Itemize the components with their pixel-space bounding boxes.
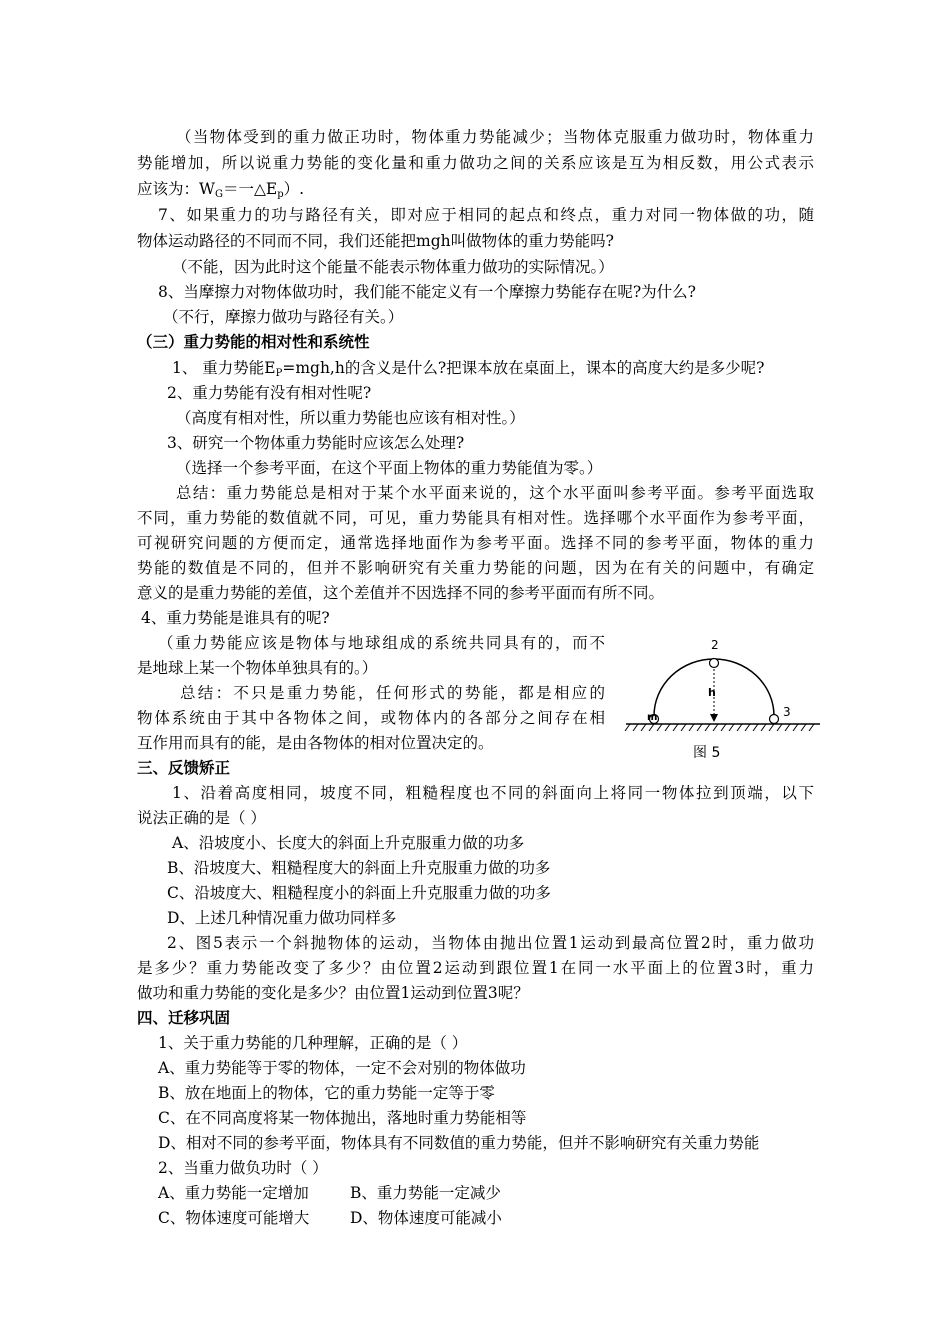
option-d: D、物体速度可能减小 [350, 1209, 502, 1227]
option-d: D、上述几种情况重力做功同样多 [167, 909, 397, 927]
option-c: C、物体速度可能增大 [158, 1209, 310, 1227]
answer-3: （选择一个参考平面，在这个平面上物体的重力势能值为零。） [176, 459, 603, 477]
answer-2: （高度有相对性，所以重力势能也应该有相对性。） [176, 409, 525, 427]
text-line: （当物体受到的重力做正功时，物体重力势能减少；当物体克服重力做功时，物体重力 [176, 128, 814, 146]
option-c: C、沿坡度大、粗糙程度小的斜面上升克服重力做的功多 [167, 884, 551, 902]
option-b: B、沿坡度大、粗糙程度大的斜面上升克服重力做的功多 [167, 859, 551, 877]
question-7: 7、如果重力的功与路径有关，即对应于相同的起点和终点，重力对同一物体做的功，随 [158, 206, 814, 224]
summary-line: 不同，重力势能的数值就不同，可见，重力势能具有相对性。选择哪个水平面作为参考平面， [137, 509, 814, 527]
answer-4: 是地球上某一个物体单独具有的。） [137, 659, 378, 677]
answer-7: （不能，因为此时这个能量不能表示物体重力做功的实际情况。） [172, 258, 614, 276]
text-line: 物体运动路径的不同而不同，我们还能把mgh叫做物体的重力势能吗? [137, 232, 614, 250]
question-text: 2、当重力做负功时（ ） [158, 1159, 328, 1177]
summary-line: 可视研究问题的方便而定，通常选择地面作为参考平面。选择不同的参考平面，物体的重力 [137, 534, 814, 552]
summary-line: 意义的是重力势能的差值，这个差值并不因选择不同的参考平面而有所不同。 [137, 584, 665, 602]
question-4: 4、重力势能是谁具有的呢? [141, 609, 330, 627]
height-arrow [710, 714, 718, 722]
question-2: 2、重力势能有没有相对性呢? [167, 384, 372, 402]
label-3: 3 [783, 705, 791, 719]
label-2: 2 [711, 638, 719, 652]
question-text: 2、图5表示一个斜抛物体的运动，当物体由抛出位置1运动到最高位置2时，重力做功 [167, 934, 814, 952]
answer-4: （重力势能应该是物体与地球组成的系统共同具有的，而不 [158, 634, 605, 652]
section-heading-transfer: 四、迁移巩固 [137, 1009, 231, 1027]
projectile-figure [618, 636, 828, 766]
option-a: A、重力势能等于零的物体，一定不会对别的物体做功 [158, 1059, 526, 1077]
summary-line: 总结：重力势能总是相对于某个水平面来说的，这个水平面叫参考平面。参考平面选取 [176, 484, 814, 502]
option-a: A、沿坡度小、长度大的斜面上升克服重力做的功多 [172, 834, 525, 852]
ball-position-2 [710, 659, 719, 668]
option-a: A、重力势能一定增加 [158, 1184, 309, 1202]
question-8: 8、当摩擦力对物体做功时，我们能不能定义有一个摩擦力势能存在呢?为什么? [158, 283, 696, 301]
question-3: 3、研究一个物体重力势能时应该怎么处理? [167, 434, 465, 452]
ball-position-3 [770, 715, 779, 724]
text-line: 势能增加，所以说重力势能的变化量和重力做功之间的关系应该是互为相反数，用公式表示 [137, 154, 814, 172]
answer-8: （不行，摩擦力做功与路径有关。） [163, 308, 404, 326]
question-text: 1、关于重力势能的几种理解，正确的是（ ） [158, 1034, 468, 1052]
option-d: D、相对不同的参考平面，物体具有不同数值的重力势能，但并不影响研究有关重力势能 [158, 1134, 760, 1152]
question-1: 1、 重力势能$E_P=mgh,h$的含义是什么?把课本放在桌面上，课本的高度大约是多少呢? [172, 359, 765, 379]
section-heading-feedback: 三、反馈矫正 [137, 759, 231, 777]
section-heading-3: （三）重力势能的相对性和系统性 [137, 333, 370, 351]
question-text: 是多少？重力势能改变了多少？由位置2运动到跟位置1在同一水平面上的位置3时，重力 [137, 959, 814, 977]
question-text: 1、沿着高度相同，坡度不同，粗糙程度也不同的斜面向上将同一物体拉到顶端，以下 [172, 784, 814, 802]
text-line: 应该为：$W_G=$一$\triangle E_p$）. [137, 180, 305, 200]
option-b: B、放在地面上的物体，它的重力势能一定等于零 [158, 1084, 495, 1102]
summary2-line: 总结：不只是重力势能，任何形式的势能，都是相应的 [180, 684, 605, 702]
summary2-line: 互作用而具有的能，是由各物体的相对位置决定的。 [137, 734, 494, 752]
summary2-line: 物体系统由于其中各物体之间，或物体内的各部分之间存在相 [137, 709, 605, 727]
question-text: 说法正确的是（ ） [137, 809, 266, 827]
label-h: h [708, 686, 716, 699]
label-m: m [647, 712, 658, 723]
option-c: C、在不同高度将某一物体抛出，落地时重力势能相等 [158, 1109, 527, 1127]
question-text: 做功和重力势能的变化是多少？由位置1运动到位置3呢？ [137, 984, 529, 1002]
ground [625, 724, 820, 731]
figure-caption: 图 5 [693, 745, 721, 761]
summary-line: 势能的数值是不同的，但并不影响研究有关重力势能的问题，因为在有关的问题中，有确定 [137, 559, 814, 577]
option-b: B、重力势能一定减少 [350, 1184, 501, 1202]
